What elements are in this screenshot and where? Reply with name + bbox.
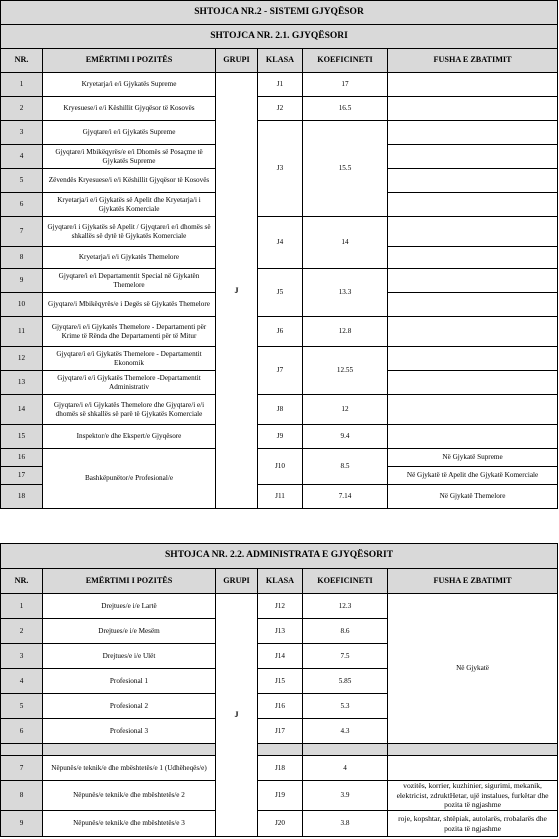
row-name: Gjyqtare/i e/i Gjykatës Themelore -Departamentit Administrativ [43,371,216,395]
row-name: Drejtues/e i/e Lartë [43,594,216,619]
col-group: GRUPI [216,49,258,73]
row-nr: 7 [1,756,43,781]
col-coef: KOEFICINETI [303,569,388,594]
row-scope [388,317,558,347]
row-coef: 17 [303,73,388,97]
table-row [1,594,558,619]
row-nr: 4 [1,669,43,694]
row-name: Gjyqtare/i e/i Departamentit Special në Gjykatën Themelore [43,269,216,293]
row-name: Gjyqtare/i Mbikëqyrës/e e/i Dhomës së Posaçme të Gjykatës Supreme [43,145,216,169]
row-coef: 5.85 [303,669,388,694]
row-scope [388,145,558,169]
row-name: Profesional 1 [43,669,216,694]
row-name: Kryetarja/i e/i Gjykatës Themelore [43,247,216,269]
table-row [1,347,558,371]
row-nr: 6 [1,719,43,744]
row-nr: 2 [1,619,43,644]
row-nr: 3 [1,121,43,145]
row-nr: 5 [1,169,43,193]
row-name: Gjyqtare/i Mbikëqyrës/e i Degës së Gjykatës Themelore [43,293,216,317]
row-scope [388,169,558,193]
row-coef: 15.5 [303,121,388,217]
row-coef: 12.3 [303,594,388,619]
row-name: Inspektor/e dhe Ekspert/e Gjyqësore [43,425,216,449]
row-coef: 7.5 [303,644,388,669]
row-class: J8 [258,395,303,425]
row-class: J2 [258,97,303,121]
row-scope: vozitës, korrier, kuzhinier, sigurimi, mekanik, elektricist, zdruktHetar, ujë instalues, furkëtar dhe pozita të ngjashme [388,781,558,811]
annex-2-2-table [0,543,558,837]
row-name: Gjyqtare/i e/i Gjykatës Supreme [43,121,216,145]
row-scope [388,217,558,247]
table-row [1,317,558,347]
row-nr: 8 [1,247,43,269]
admin-title: SHTOJCA NR. 2.2. ADMINISTRATA E GJYQËSORIT [1,544,558,569]
row-name: Gjyqtare/i e/i Gjykatës Themelore - Departamenti për Krime të Rënda dhe Departamenti për të Mitur [43,317,216,347]
row-nr: 5 [1,694,43,719]
row-coef: 12.55 [303,347,388,395]
row-class: J6 [258,317,303,347]
row-class: J9 [258,425,303,449]
row-nr: 14 [1,395,43,425]
row-class: J17 [258,719,303,744]
row-nr: 3 [1,644,43,669]
row-nr: 1 [1,594,43,619]
row-coef: 12.8 [303,317,388,347]
row-scope: Në Gjykatë të Apelit dhe Gjykatë Komerciale [388,467,558,485]
row-class: J13 [258,619,303,644]
row-scope [388,73,558,97]
row-nr: 2 [1,97,43,121]
row-class: J19 [258,781,303,811]
row-scope [388,293,558,317]
row-coef: 16.5 [303,97,388,121]
row-nr: 18 [1,485,43,509]
col-name: EMËRTIMI I POZITËS [43,569,216,594]
table-row [1,756,558,781]
row-scope [388,269,558,293]
row-scope [388,97,558,121]
row-scope [388,247,558,269]
row-coef: 12 [303,395,388,425]
group-cell: J [216,73,258,509]
row-name: Kryetarja/i e/i Gjykatës Supreme [43,73,216,97]
row-coef: 4.3 [303,719,388,744]
table-row [1,73,558,97]
col-group: GRUPI [216,569,258,594]
row-class: J3 [258,121,303,217]
row-coef: 8.6 [303,619,388,644]
table-row [1,121,558,145]
row-scope [388,425,558,449]
row-coef: 5.3 [303,694,388,719]
col-scope: FUSHA E ZBATIMIT [388,49,558,73]
col-class: KLASA [258,49,303,73]
row-scope: roje, kopshtar, shtëpiak, autolarës, rrobalarës dhe pozita të ngjashme [388,811,558,837]
row-nr: 15 [1,425,43,449]
row-coef: 3.8 [303,811,388,837]
row-coef: 8.5 [303,449,388,485]
row-class: J10 [258,449,303,485]
row-coef: 9.4 [303,425,388,449]
row-name: Bashkëpunëtor/e Profesional/e [43,449,216,509]
row-class: J20 [258,811,303,837]
row-class: J12 [258,594,303,619]
row-name: Gjyqtare/i e/i Gjykatës Themelore - Departamentit Ekonomik [43,347,216,371]
table-row [1,217,558,247]
annex-subtitle: SHTOJCA NR. 2.1. GJYQËSORI [1,25,558,49]
row-nr: 6 [1,193,43,217]
row-scope: Në Gjykatë [388,594,558,744]
table-row [1,97,558,121]
row-name: Drejtues/e i/e Ulët [43,644,216,669]
table-row [1,811,558,837]
row-nr: 8 [1,781,43,811]
col-nr: NR. [1,569,43,594]
row-name: Zëvendës Kryesuese/i e/i Këshillit Gjyqësor të Kosovës [43,169,216,193]
col-coef: KOEFICINETI [303,49,388,73]
row-nr: 7 [1,217,43,247]
table-row [1,395,558,425]
group-cell: J [216,594,258,837]
row-name: Nëpunës/e teknik/e dhe mbështetës/e 3 [43,811,216,837]
row-scope [388,347,558,371]
row-class: J14 [258,644,303,669]
row-class: J16 [258,694,303,719]
separator-row [1,744,558,756]
table-row [1,425,558,449]
row-name: Kryesuese/i e/i Këshillit Gjyqësor të Kosovës [43,97,216,121]
row-coef: 4 [303,756,388,781]
row-coef: 14 [303,217,388,269]
row-class: J4 [258,217,303,269]
row-nr: 4 [1,145,43,169]
row-name: Drejtues/e i/e Mesëm [43,619,216,644]
row-coef: 13.3 [303,269,388,317]
table-row [1,781,558,811]
row-name: Nëpunës/e teknik/e dhe mbështetës/e 2 [43,781,216,811]
row-scope [388,193,558,217]
row-nr: 13 [1,371,43,395]
row-coef: 7.14 [303,485,388,509]
row-name: Gjyqtare/i i Gjykatës së Apelit / Gjyqtare/i e/i dhomës së shkallës së dytë të Gjykatës Komerciale [43,217,216,247]
col-scope: FUSHA E ZBATIMIT [388,569,558,594]
annex-title: SHTOJCA NR.2 - SISTEMI GJYQËSOR [1,1,558,25]
row-nr: 16 [1,449,43,467]
row-class: J18 [258,756,303,781]
row-nr: 12 [1,347,43,371]
table-row [1,269,558,293]
row-name: Profesional 2 [43,694,216,719]
row-scope [388,395,558,425]
row-nr: 9 [1,269,43,293]
row-name: Kryetarja/i e/i Gjykatës së Apelit dhe Kryetarja/i i Gjykatës Komerciale [43,193,216,217]
row-coef: 3.9 [303,781,388,811]
row-nr: 10 [1,293,43,317]
col-nr: NR. [1,49,43,73]
row-scope [388,371,558,395]
row-class: J7 [258,347,303,395]
row-name: Gjyqtare/i e/i Gjykatës Themelore dhe Gjyqtare/i e/i dhomës së shkallës së parë të Gjykatës Komerciale [43,395,216,425]
row-name: Nëpunës/e teknik/e dhe mbështetës/e 1 (Udhëheqës/e) [43,756,216,781]
row-nr: 9 [1,811,43,837]
row-nr: 17 [1,467,43,485]
row-nr: 1 [1,73,43,97]
table-row [1,449,558,467]
row-class: J15 [258,669,303,694]
row-scope: Në Gjykatë Themelore [388,485,558,509]
col-class: KLASA [258,569,303,594]
row-name: Profesional 3 [43,719,216,744]
row-scope: Në Gjykatë Supreme [388,449,558,467]
row-scope [388,756,558,781]
row-class: J11 [258,485,303,509]
row-class: J5 [258,269,303,317]
row-scope [388,121,558,145]
row-class: J1 [258,73,303,97]
row-nr: 11 [1,317,43,347]
col-name: EMËRTIMI I POZITËS [43,49,216,73]
